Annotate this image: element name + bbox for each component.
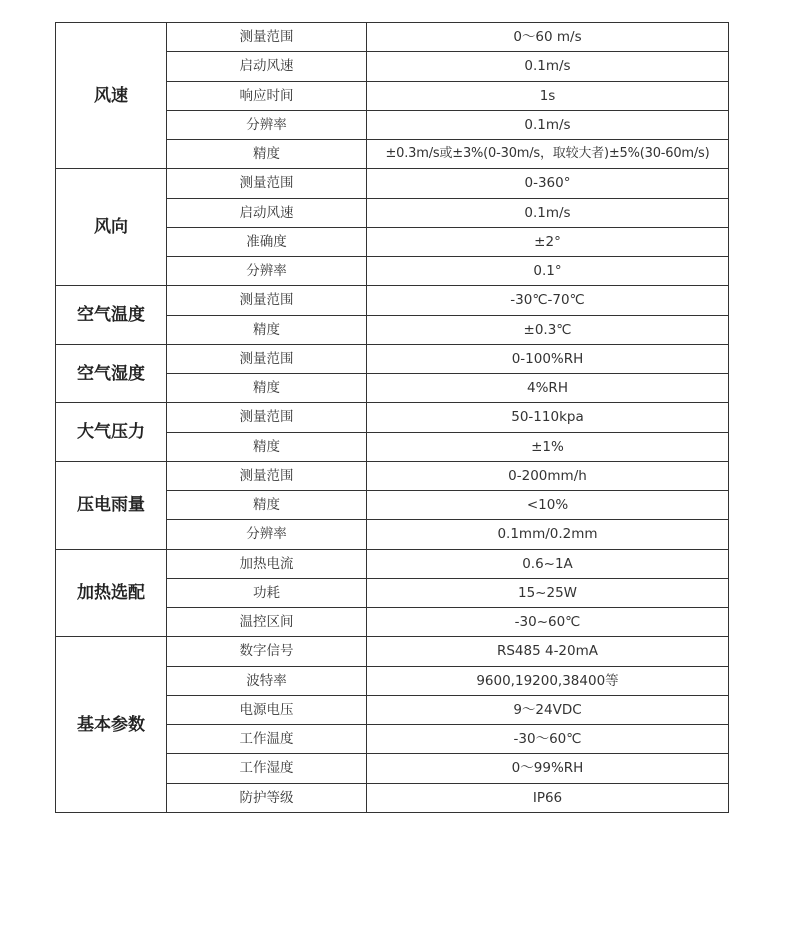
group-label: 风速 xyxy=(56,23,167,169)
param-name: 功耗 xyxy=(167,578,367,607)
table-row xyxy=(56,461,729,490)
param-value: 0-360° xyxy=(367,169,729,198)
param-name: 测量范围 xyxy=(167,403,367,432)
param-value: 15~25W xyxy=(367,578,729,607)
param-value: ±1% xyxy=(367,432,729,461)
spec-table xyxy=(55,22,729,813)
table-row xyxy=(56,169,729,198)
param-name: 电源电压 xyxy=(167,695,367,724)
param-value: <10% xyxy=(367,491,729,520)
param-name: 分辨率 xyxy=(167,520,367,549)
table-row xyxy=(56,344,729,373)
group-label: 大气压力 xyxy=(56,403,167,462)
param-value: 0.6~1A xyxy=(367,549,729,578)
table-row xyxy=(56,286,729,315)
param-name: 精度 xyxy=(167,491,367,520)
param-name: 测量范围 xyxy=(167,169,367,198)
table-row xyxy=(56,549,729,578)
table-row xyxy=(56,23,729,52)
group-label: 压电雨量 xyxy=(56,461,167,549)
param-name: 工作温度 xyxy=(167,725,367,754)
group-label: 空气湿度 xyxy=(56,344,167,403)
param-value: IP66 xyxy=(367,783,729,812)
param-value: 4%RH xyxy=(367,374,729,403)
param-name: 波特率 xyxy=(167,666,367,695)
param-value: -30～60℃ xyxy=(367,725,729,754)
param-name: 温控区间 xyxy=(167,608,367,637)
param-name: 测量范围 xyxy=(167,286,367,315)
param-value: 0.1° xyxy=(367,257,729,286)
param-value: ±0.3℃ xyxy=(367,315,729,344)
param-value: 9～24VDC xyxy=(367,695,729,724)
table-row xyxy=(56,403,729,432)
param-value: RS485 4-20mA xyxy=(367,637,729,666)
param-value: 0～60 m/s xyxy=(367,23,729,52)
param-value: 0-100%RH xyxy=(367,344,729,373)
param-value: 0～99%RH xyxy=(367,754,729,783)
param-name: 精度 xyxy=(167,374,367,403)
param-value: -30~60℃ xyxy=(367,608,729,637)
group-label: 加热选配 xyxy=(56,549,167,637)
param-value: 0.1mm/0.2mm xyxy=(367,520,729,549)
param-value: 0.1m/s xyxy=(367,52,729,81)
param-value: 9600,19200,38400等 xyxy=(367,666,729,695)
param-name: 分辨率 xyxy=(167,110,367,139)
param-name: 分辨率 xyxy=(167,257,367,286)
param-name: 精度 xyxy=(167,432,367,461)
param-name: 精度 xyxy=(167,140,367,169)
param-name: 加热电流 xyxy=(167,549,367,578)
table-row xyxy=(56,637,729,666)
param-name: 测量范围 xyxy=(167,23,367,52)
param-name: 精度 xyxy=(167,315,367,344)
param-value: 50-110kpa xyxy=(367,403,729,432)
param-value: ±0.3m/s或±3%(0-30m/s，取较大者)±5%(30-60m/s) xyxy=(367,140,729,169)
param-name: 防护等级 xyxy=(167,783,367,812)
param-value: 1s xyxy=(367,81,729,110)
group-label: 基本参数 xyxy=(56,637,167,813)
param-name: 数字信号 xyxy=(167,637,367,666)
param-value: -30℃-70℃ xyxy=(367,286,729,315)
param-value: 0-200mm/h xyxy=(367,461,729,490)
param-name: 准确度 xyxy=(167,227,367,256)
group-label: 风向 xyxy=(56,169,167,286)
param-name: 测量范围 xyxy=(167,461,367,490)
param-name: 启动风速 xyxy=(167,198,367,227)
param-name: 工作湿度 xyxy=(167,754,367,783)
param-value: 0.1m/s xyxy=(367,198,729,227)
param-value: 0.1m/s xyxy=(367,110,729,139)
param-name: 响应时间 xyxy=(167,81,367,110)
group-label: 空气温度 xyxy=(56,286,167,345)
param-value: ±2° xyxy=(367,227,729,256)
param-name: 启动风速 xyxy=(167,52,367,81)
param-name: 测量范围 xyxy=(167,344,367,373)
